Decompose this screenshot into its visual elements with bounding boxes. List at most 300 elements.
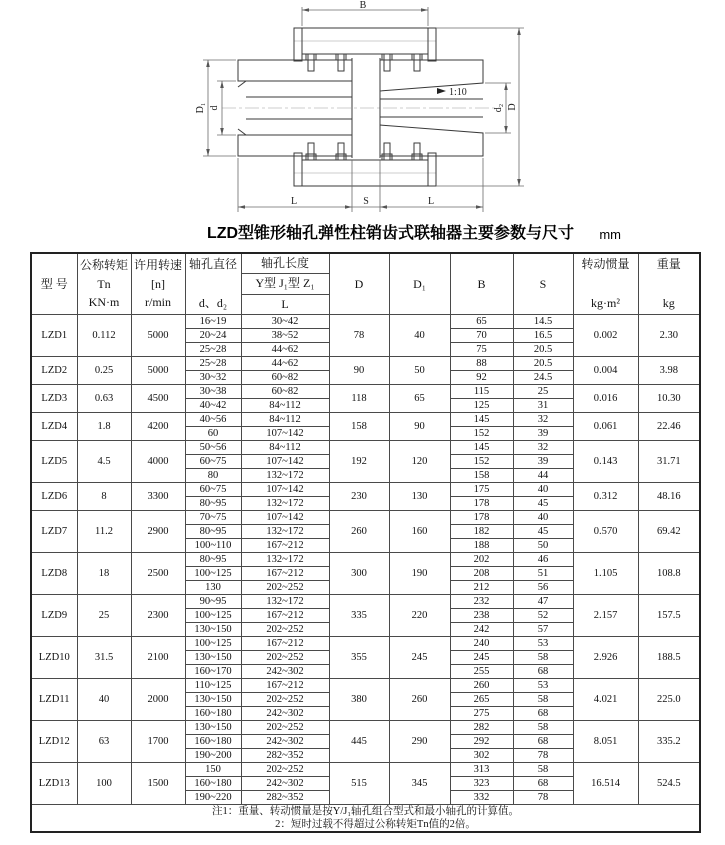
cell-D1: 40 bbox=[389, 315, 450, 357]
cell-S: 57 bbox=[513, 623, 573, 637]
header-cell-0 bbox=[31, 253, 77, 315]
cell-speed: 2900 bbox=[131, 511, 185, 553]
cell-weight: 157.5 bbox=[638, 595, 700, 637]
cell-model: LZD11 bbox=[31, 679, 77, 721]
cell-B: 115 bbox=[450, 385, 513, 399]
cell-bore-length: 167~212 bbox=[241, 637, 329, 651]
cell-B: 152 bbox=[450, 427, 513, 441]
cell-weight: 335.2 bbox=[638, 721, 700, 763]
cell-bore-diameter: 190~220 bbox=[185, 791, 241, 805]
cell-bore-length: 60~82 bbox=[241, 371, 329, 385]
cell-weight: 31.71 bbox=[638, 441, 700, 483]
cell-bore-diameter: 50~56 bbox=[185, 441, 241, 455]
cell-S: 40 bbox=[513, 511, 573, 525]
cell-speed: 4200 bbox=[131, 413, 185, 441]
cell-weight: 10.30 bbox=[638, 385, 700, 413]
parameters-table bbox=[30, 252, 701, 833]
cell-B: 332 bbox=[450, 791, 513, 805]
cell-D1: 245 bbox=[389, 637, 450, 679]
header-line: d、d₂ bbox=[198, 296, 228, 310]
cell-bore-diameter: 70~75 bbox=[185, 511, 241, 525]
cell-S: 47 bbox=[513, 595, 573, 609]
header-line: 轴孔直径 bbox=[188, 257, 237, 271]
cell-S: 16.5 bbox=[513, 329, 573, 343]
top-sleeve bbox=[294, 28, 436, 71]
cell-D1: 130 bbox=[389, 483, 450, 511]
cell-B: 323 bbox=[450, 777, 513, 791]
dim-d2-label: d₂ bbox=[493, 103, 504, 113]
cell-bore-diameter: 160~180 bbox=[185, 735, 241, 749]
cell-inertia: 0.570 bbox=[573, 511, 638, 553]
header-line: 轴孔长度 bbox=[260, 256, 309, 271]
cell-S: 40 bbox=[513, 483, 573, 497]
cell-bore-length: 167~212 bbox=[241, 539, 329, 553]
cell-bore-diameter: 25~28 bbox=[185, 357, 241, 371]
cell-weight: 108.8 bbox=[638, 553, 700, 595]
cell-B: 65 bbox=[450, 315, 513, 329]
cell-inertia: 0.016 bbox=[573, 385, 638, 413]
cell-model: LZD9 bbox=[31, 595, 77, 637]
unit-label: mm bbox=[599, 227, 621, 242]
page-title: LZD型锥形轴孔弹性柱销齿式联轴器主要参数与尺寸 bbox=[206, 225, 575, 242]
cell-torque: 0.63 bbox=[77, 385, 131, 413]
cell-bore-length: 242~302 bbox=[241, 777, 329, 791]
cell-speed: 2000 bbox=[131, 679, 185, 721]
header-cell-10 bbox=[638, 253, 700, 315]
header-cell-7 bbox=[450, 253, 513, 315]
cell-S: 53 bbox=[513, 637, 573, 651]
cell-bore-diameter: 25~28 bbox=[185, 343, 241, 357]
header-line: Tn bbox=[97, 276, 111, 291]
cell-inertia: 4.021 bbox=[573, 679, 638, 721]
cell-S: 50 bbox=[513, 539, 573, 553]
cell-model: LZD6 bbox=[31, 483, 77, 511]
table-wrap bbox=[30, 252, 699, 833]
cell-B: 92 bbox=[450, 371, 513, 385]
cell-bore-length: 38~52 bbox=[241, 329, 329, 343]
header-line: D bbox=[354, 276, 364, 291]
cell-B: 275 bbox=[450, 707, 513, 721]
cell-S: 68 bbox=[513, 777, 573, 791]
header-line: kg·m² bbox=[591, 296, 620, 310]
title-row bbox=[0, 222, 725, 250]
cell-S: 68 bbox=[513, 735, 573, 749]
header-line: KN·m bbox=[88, 295, 120, 310]
cell-S: 58 bbox=[513, 693, 573, 707]
cell-S: 53 bbox=[513, 679, 573, 693]
taper-arrow-icon bbox=[437, 88, 446, 94]
cell-B: 255 bbox=[450, 665, 513, 679]
cell-bore-length: 242~302 bbox=[241, 707, 329, 721]
cell-model: LZD7 bbox=[31, 511, 77, 553]
cell-S: 31 bbox=[513, 399, 573, 413]
cell-bore-diameter: 130~150 bbox=[185, 623, 241, 637]
taper-annotation bbox=[437, 87, 467, 98]
cell-inertia: 0.002 bbox=[573, 315, 638, 357]
cell-D: 192 bbox=[329, 441, 389, 483]
cell-bore-diameter: 40~42 bbox=[185, 399, 241, 413]
notes-row bbox=[31, 805, 700, 833]
cell-D: 445 bbox=[329, 721, 389, 763]
cell-B: 145 bbox=[450, 413, 513, 427]
cell-S: 20.5 bbox=[513, 343, 573, 357]
cell-torque: 8 bbox=[77, 483, 131, 511]
cell-bore-diameter: 100~125 bbox=[185, 609, 241, 623]
elastic-pins-bottom bbox=[306, 143, 422, 160]
cell-D1: 160 bbox=[389, 511, 450, 553]
header-cell-6 bbox=[389, 253, 450, 315]
header-cell-9 bbox=[573, 253, 638, 315]
header-cell-4 bbox=[241, 253, 329, 315]
table-row bbox=[31, 763, 700, 777]
cell-model: LZD1 bbox=[31, 315, 77, 357]
taper-label: 1:10 bbox=[449, 87, 467, 98]
cell-S: 39 bbox=[513, 427, 573, 441]
cell-bore-diameter: 30~38 bbox=[185, 385, 241, 399]
cell-S: 32 bbox=[513, 413, 573, 427]
cell-S: 45 bbox=[513, 525, 573, 539]
dim-L-left-label: L bbox=[290, 196, 298, 207]
cell-bore-length: 167~212 bbox=[241, 609, 329, 623]
cell-inertia: 0.143 bbox=[573, 441, 638, 483]
cell-model: LZD10 bbox=[31, 637, 77, 679]
header-line: 转动惯量 bbox=[581, 257, 630, 271]
cell-D1: 190 bbox=[389, 553, 450, 595]
cell-bore-diameter: 190~200 bbox=[185, 749, 241, 763]
cell-inertia: 1.105 bbox=[573, 553, 638, 595]
table-row bbox=[31, 511, 700, 525]
cell-B: 208 bbox=[450, 567, 513, 581]
header-line: 许用转速 bbox=[133, 257, 182, 272]
cell-bore-length: 107~142 bbox=[241, 483, 329, 497]
cell-S: 56 bbox=[513, 581, 573, 595]
cell-weight: 69.42 bbox=[638, 511, 700, 553]
cell-B: 125 bbox=[450, 399, 513, 413]
cell-model: LZD2 bbox=[31, 357, 77, 385]
cell-B: 145 bbox=[450, 441, 513, 455]
cell-weight: 188.5 bbox=[638, 637, 700, 679]
cell-B: 182 bbox=[450, 525, 513, 539]
cell-D1: 260 bbox=[389, 679, 450, 721]
cell-B: 232 bbox=[450, 595, 513, 609]
cell-bore-length: 282~352 bbox=[241, 791, 329, 805]
cell-D1: 290 bbox=[389, 721, 450, 763]
table-row bbox=[31, 315, 700, 329]
cell-weight: 3.98 bbox=[638, 357, 700, 385]
cell-bore-diameter: 160~180 bbox=[185, 777, 241, 791]
cell-torque: 1.8 bbox=[77, 413, 131, 441]
cell-S: 68 bbox=[513, 665, 573, 679]
cell-S: 78 bbox=[513, 791, 573, 805]
cell-torque: 31.5 bbox=[77, 637, 131, 679]
cell-torque: 18 bbox=[77, 553, 131, 595]
table-row bbox=[31, 441, 700, 455]
header-line: kg bbox=[662, 296, 675, 310]
cell-speed: 2500 bbox=[131, 553, 185, 595]
cell-S: 58 bbox=[513, 721, 573, 735]
header-line: r/min bbox=[145, 295, 171, 310]
cell-bore-length: 132~172 bbox=[241, 497, 329, 511]
cell-B: 302 bbox=[450, 749, 513, 763]
header-line: [n] bbox=[151, 276, 165, 291]
cell-bore-length: 202~252 bbox=[241, 623, 329, 637]
cell-D: 230 bbox=[329, 483, 389, 511]
cell-bore-length: 132~172 bbox=[241, 553, 329, 567]
table-row bbox=[31, 595, 700, 609]
cell-bore-length: 30~42 bbox=[241, 315, 329, 329]
table-row bbox=[31, 483, 700, 497]
cell-torque: 11.2 bbox=[77, 511, 131, 553]
cell-speed: 2300 bbox=[131, 595, 185, 637]
cell-B: 265 bbox=[450, 693, 513, 707]
cell-B: 88 bbox=[450, 357, 513, 371]
cell-S: 58 bbox=[513, 763, 573, 777]
header-line: 型 号 bbox=[40, 276, 68, 291]
cell-D: 118 bbox=[329, 385, 389, 413]
cell-bore-length: 44~62 bbox=[241, 357, 329, 371]
cell-S: 45 bbox=[513, 497, 573, 511]
cell-bore-length: 202~252 bbox=[241, 581, 329, 595]
dim-S-label: S bbox=[363, 196, 369, 207]
cell-bore-length: 202~252 bbox=[241, 651, 329, 665]
cell-D1: 65 bbox=[389, 385, 450, 413]
cell-inertia: 8.051 bbox=[573, 721, 638, 763]
cell-bore-length: 84~112 bbox=[241, 441, 329, 455]
table-row bbox=[31, 385, 700, 399]
cell-B: 238 bbox=[450, 609, 513, 623]
cell-bore-diameter: 80~95 bbox=[185, 525, 241, 539]
cell-S: 58 bbox=[513, 651, 573, 665]
cell-bore-diameter: 60 bbox=[185, 427, 241, 441]
cell-S: 32 bbox=[513, 441, 573, 455]
cell-torque: 0.112 bbox=[77, 315, 131, 357]
cell-bore-diameter: 60~75 bbox=[185, 483, 241, 497]
cell-D1: 120 bbox=[389, 441, 450, 483]
elastic-pins-top bbox=[306, 54, 422, 71]
cell-S: 24.5 bbox=[513, 371, 573, 385]
dim-LSL bbox=[238, 158, 483, 212]
cell-D1: 345 bbox=[389, 763, 450, 805]
cell-D: 260 bbox=[329, 511, 389, 553]
cell-B: 292 bbox=[450, 735, 513, 749]
cell-B: 313 bbox=[450, 763, 513, 777]
cell-D: 515 bbox=[329, 763, 389, 805]
cell-D1: 220 bbox=[389, 595, 450, 637]
cell-weight: 225.0 bbox=[638, 679, 700, 721]
cell-bore-diameter: 110~125 bbox=[185, 679, 241, 693]
cell-B: 158 bbox=[450, 469, 513, 483]
cell-bore-length: 242~302 bbox=[241, 665, 329, 679]
cell-B: 178 bbox=[450, 497, 513, 511]
cell-weight: 22.46 bbox=[638, 413, 700, 441]
cell-weight: 48.16 bbox=[638, 483, 700, 511]
cell-S: 20.5 bbox=[513, 357, 573, 371]
cell-bore-length: 107~142 bbox=[241, 427, 329, 441]
cell-bore-diameter: 100~125 bbox=[185, 567, 241, 581]
cell-bore-diameter: 100~125 bbox=[185, 637, 241, 651]
cell-B: 178 bbox=[450, 511, 513, 525]
cell-inertia: 0.061 bbox=[573, 413, 638, 441]
cell-S: 25 bbox=[513, 385, 573, 399]
dim-d-label: d bbox=[209, 105, 220, 111]
cell-bore-length: 202~252 bbox=[241, 693, 329, 707]
cell-bore-diameter: 100~110 bbox=[185, 539, 241, 553]
coupling-section-svg bbox=[0, 0, 725, 222]
cell-S: 14.5 bbox=[513, 315, 573, 329]
header-row bbox=[31, 253, 700, 315]
table-row bbox=[31, 357, 700, 371]
cell-bore-length: 242~302 bbox=[241, 735, 329, 749]
header-line: B bbox=[477, 276, 486, 291]
header-line: 公称转矩 bbox=[79, 257, 128, 272]
cell-model: LZD8 bbox=[31, 553, 77, 595]
header-cell-1 bbox=[77, 253, 131, 315]
header-line: L bbox=[242, 294, 329, 314]
cell-inertia: 2.926 bbox=[573, 637, 638, 679]
cell-bore-diameter: 20~24 bbox=[185, 329, 241, 343]
cell-speed: 1700 bbox=[131, 721, 185, 763]
header-line: Y型 J₁型 Z₁ bbox=[242, 273, 329, 293]
cell-speed: 2100 bbox=[131, 637, 185, 679]
cell-S: 46 bbox=[513, 553, 573, 567]
cell-bore-diameter: 130~150 bbox=[185, 651, 241, 665]
cell-bore-diameter: 130~150 bbox=[185, 721, 241, 735]
cell-weight: 2.30 bbox=[638, 315, 700, 357]
cell-B: 152 bbox=[450, 455, 513, 469]
cell-model: LZD13 bbox=[31, 763, 77, 805]
cell-B: 240 bbox=[450, 637, 513, 651]
cell-speed: 5000 bbox=[131, 357, 185, 385]
cell-S: 52 bbox=[513, 609, 573, 623]
cell-inertia: 2.157 bbox=[573, 595, 638, 637]
cell-bore-length: 282~352 bbox=[241, 749, 329, 763]
cell-B: 188 bbox=[450, 539, 513, 553]
cell-speed: 5000 bbox=[131, 315, 185, 357]
cell-torque: 4.5 bbox=[77, 441, 131, 483]
cell-model: LZD5 bbox=[31, 441, 77, 483]
dim-D bbox=[436, 28, 524, 186]
cell-torque: 63 bbox=[77, 721, 131, 763]
dim-B-label: B bbox=[359, 0, 367, 11]
cell-bore-diameter: 130~150 bbox=[185, 693, 241, 707]
cell-B: 282 bbox=[450, 721, 513, 735]
note-line-1: 注1：重量、转动惯量是按Y/J₁轴孔组合型式和最小轴孔的计算值。 bbox=[212, 806, 519, 817]
cell-B: 260 bbox=[450, 679, 513, 693]
bottom-sleeve bbox=[294, 143, 436, 186]
cell-bore-diameter: 16~19 bbox=[185, 315, 241, 329]
cell-D: 78 bbox=[329, 315, 389, 357]
cell-bore-length: 167~212 bbox=[241, 567, 329, 581]
cell-D: 158 bbox=[329, 413, 389, 441]
cell-S: 68 bbox=[513, 707, 573, 721]
cell-D1: 90 bbox=[389, 413, 450, 441]
cell-bore-length: 167~212 bbox=[241, 679, 329, 693]
header-cell-8 bbox=[513, 253, 573, 315]
cell-bore-length: 202~252 bbox=[241, 763, 329, 777]
cell-S: 51 bbox=[513, 567, 573, 581]
cell-bore-length: 202~252 bbox=[241, 721, 329, 735]
dim-D1-label: D₁ bbox=[195, 102, 206, 114]
cell-bore-length: 84~112 bbox=[241, 413, 329, 427]
cell-model: LZD4 bbox=[31, 413, 77, 441]
header-cell-2 bbox=[131, 253, 185, 315]
dim-D-label: D bbox=[507, 103, 518, 111]
cell-bore-diameter: 30~32 bbox=[185, 371, 241, 385]
cell-bore-diameter: 160~170 bbox=[185, 665, 241, 679]
cell-bore-diameter: 40~56 bbox=[185, 413, 241, 427]
header-line: S bbox=[539, 276, 547, 291]
cell-B: 242 bbox=[450, 623, 513, 637]
cell-speed: 4000 bbox=[131, 441, 185, 483]
notes-cell bbox=[31, 805, 700, 833]
cell-speed: 4500 bbox=[131, 385, 185, 413]
cell-bore-length: 44~62 bbox=[241, 343, 329, 357]
cell-D: 335 bbox=[329, 595, 389, 637]
cell-bore-length: 60~82 bbox=[241, 385, 329, 399]
cell-weight: 524.5 bbox=[638, 763, 700, 805]
cell-S: 78 bbox=[513, 749, 573, 763]
cell-D1: 50 bbox=[389, 357, 450, 385]
cell-torque: 0.25 bbox=[77, 357, 131, 385]
cell-bore-diameter: 80 bbox=[185, 469, 241, 483]
cell-B: 212 bbox=[450, 581, 513, 595]
cell-bore-diameter: 80~95 bbox=[185, 553, 241, 567]
cell-torque: 40 bbox=[77, 679, 131, 721]
cell-B: 75 bbox=[450, 343, 513, 357]
header-cell-5 bbox=[329, 253, 389, 315]
header-cell-3 bbox=[185, 253, 241, 315]
note-line-2: 2：短时过载不得超过公称转矩Tn值的2倍。 bbox=[275, 819, 476, 830]
cell-speed: 3300 bbox=[131, 483, 185, 511]
cell-torque: 25 bbox=[77, 595, 131, 637]
cell-bore-length: 132~172 bbox=[241, 525, 329, 539]
cell-B: 202 bbox=[450, 553, 513, 567]
cell-inertia: 0.312 bbox=[573, 483, 638, 511]
cell-bore-diameter: 90~95 bbox=[185, 595, 241, 609]
table-row bbox=[31, 637, 700, 651]
cell-B: 245 bbox=[450, 651, 513, 665]
cell-S: 44 bbox=[513, 469, 573, 483]
cell-bore-diameter: 150 bbox=[185, 763, 241, 777]
cell-bore-diameter: 60~75 bbox=[185, 455, 241, 469]
dim-L-right-label: L bbox=[427, 196, 435, 207]
cell-torque: 100 bbox=[77, 763, 131, 805]
cell-D: 380 bbox=[329, 679, 389, 721]
cell-bore-length: 132~172 bbox=[241, 595, 329, 609]
cell-bore-diameter: 160~180 bbox=[185, 707, 241, 721]
cell-bore-diameter: 130 bbox=[185, 581, 241, 595]
cell-B: 70 bbox=[450, 329, 513, 343]
coupling-drawing bbox=[0, 0, 725, 222]
table-row bbox=[31, 721, 700, 735]
cell-model: LZD12 bbox=[31, 721, 77, 763]
header-line: D₁ bbox=[413, 276, 426, 291]
table-row bbox=[31, 679, 700, 693]
table-row bbox=[31, 413, 700, 427]
cell-model: LZD3 bbox=[31, 385, 77, 413]
cell-D: 355 bbox=[329, 637, 389, 679]
header-line: 重量 bbox=[656, 257, 681, 271]
cell-S: 39 bbox=[513, 455, 573, 469]
cell-D: 90 bbox=[329, 357, 389, 385]
dim-B bbox=[302, 0, 428, 26]
cell-speed: 1500 bbox=[131, 763, 185, 805]
cell-B: 175 bbox=[450, 483, 513, 497]
cell-bore-diameter: 80~95 bbox=[185, 497, 241, 511]
cell-bore-length: 132~172 bbox=[241, 469, 329, 483]
cell-bore-length: 107~142 bbox=[241, 511, 329, 525]
cell-bore-length: 84~112 bbox=[241, 399, 329, 413]
